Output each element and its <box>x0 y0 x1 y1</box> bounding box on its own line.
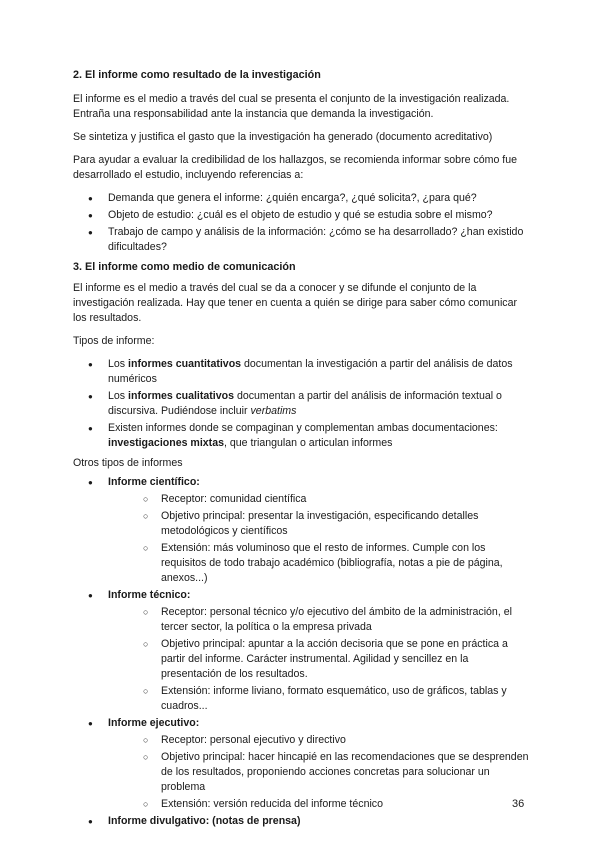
informe-tecnico-title: Informe técnico: <box>108 589 191 601</box>
list-item: ● Los informes cualitativos documentan a partir del análisis de información textual o discursiva. Pudiéndose incluir verbatims <box>73 389 531 419</box>
section-2-paragraph-1: El informe es el medio a través del cual se presenta el conjunto de la investigación realizada. Entraña una responsabilidad ante la instancia que demanda la investigación. <box>73 93 510 120</box>
tipos-label: Tipos de informe: <box>73 335 155 347</box>
list-item: ● Trabajo de campo y análisis de la información: ¿cómo se ha desarrollado? ¿han existido dificultades? <box>73 225 531 255</box>
list-item: ○ Objetivo principal: apuntar a la acción decisoria que se pone en práctica a partir del informe. Carácter instrumental. Agilidad y sencillez en la presentación de los resultados. <box>143 637 531 682</box>
list-item: ○ Receptor: comunidad científica <box>143 492 531 507</box>
otros-label: Otros tipos de informes <box>73 457 183 469</box>
informe-divulgativo-title: Informe divulgativo: (notas de prensa) <box>108 815 301 827</box>
list-item: ○ Extensión: versión reducida del informe técnico <box>143 797 531 812</box>
section-2-paragraph-2: Se sintetiza y justifica el gasto que la investigación ha generado (documento acreditativo) <box>73 131 493 143</box>
section-2-bullet-list <box>73 191 531 255</box>
list-item <box>73 814 531 829</box>
list-item <box>73 475 531 586</box>
list-item <box>73 716 531 812</box>
list-item <box>73 588 531 714</box>
section-3-heading: 3. El informe como medio de comunicación <box>73 261 296 273</box>
list-item: ○ Receptor: personal ejecutivo y directivo <box>143 733 531 748</box>
list-item: ○ Objetivo principal: presentar la investigación, especificando detalles metodológicos y científicos <box>143 509 531 539</box>
list-item: ○ Objetivo principal: hacer hincapié en las recomendaciones que se desprenden de los resultados, proponiendo acciones concretas para solucionar un problema <box>143 750 531 795</box>
list-item: ● Los informes cuantitativos documentan la investigación a partir del análisis de datos numéricos <box>73 357 531 387</box>
section-2-heading: 2. El informe como resultado de la investigación <box>73 69 321 81</box>
informe-cientifico-title: Informe científico: <box>108 476 200 488</box>
section-3-paragraph-1: El informe es el medio a través del cual se da a conocer y se difunde el conjunto de la investigación realizada. Hay que tener en cuenta a quién se dirige para saber cómo comunicar los resultados. <box>73 282 518 324</box>
document-page <box>73 68 531 834</box>
informe-ejecutivo-title: Informe ejecutivo: <box>108 717 200 729</box>
section-2-paragraph-3: Para ayudar a evaluar la credibilidad de los hallazgos, se recomienda informar sobre cómo fue desarrollado el estudio, incluyendo referencias a: <box>73 154 518 181</box>
list-item: ● Existen informes donde se compaginan y complementan ambas documentaciones: investigaciones mixtas, que triangulan o articulan informes <box>73 421 531 451</box>
list-item: ○ Receptor: personal técnico y/o ejecutivo del ámbito de la administración, el tercer sector, la política o la empresa privada <box>143 605 531 635</box>
otros-list <box>73 475 531 829</box>
tipos-list <box>73 357 531 451</box>
list-item: ● Objeto de estudio: ¿cuál es el objeto de estudio y qué se estudia sobre el mismo? <box>73 208 531 223</box>
list-item: ○ Extensión: más voluminoso que el resto de informes. Cumple con los requisitos de todo trabajo académico (bibliografía, notas a pie de página, anexos...) <box>143 541 531 586</box>
page-number: 36 <box>512 798 525 810</box>
list-item: ○ Extensión: informe liviano, formato esquemático, uso de gráficos, tablas y cuadros... <box>143 684 531 714</box>
list-item: ● Demanda que genera el informe: ¿quién encarga?, ¿qué solicita?, ¿para qué? <box>73 191 531 206</box>
